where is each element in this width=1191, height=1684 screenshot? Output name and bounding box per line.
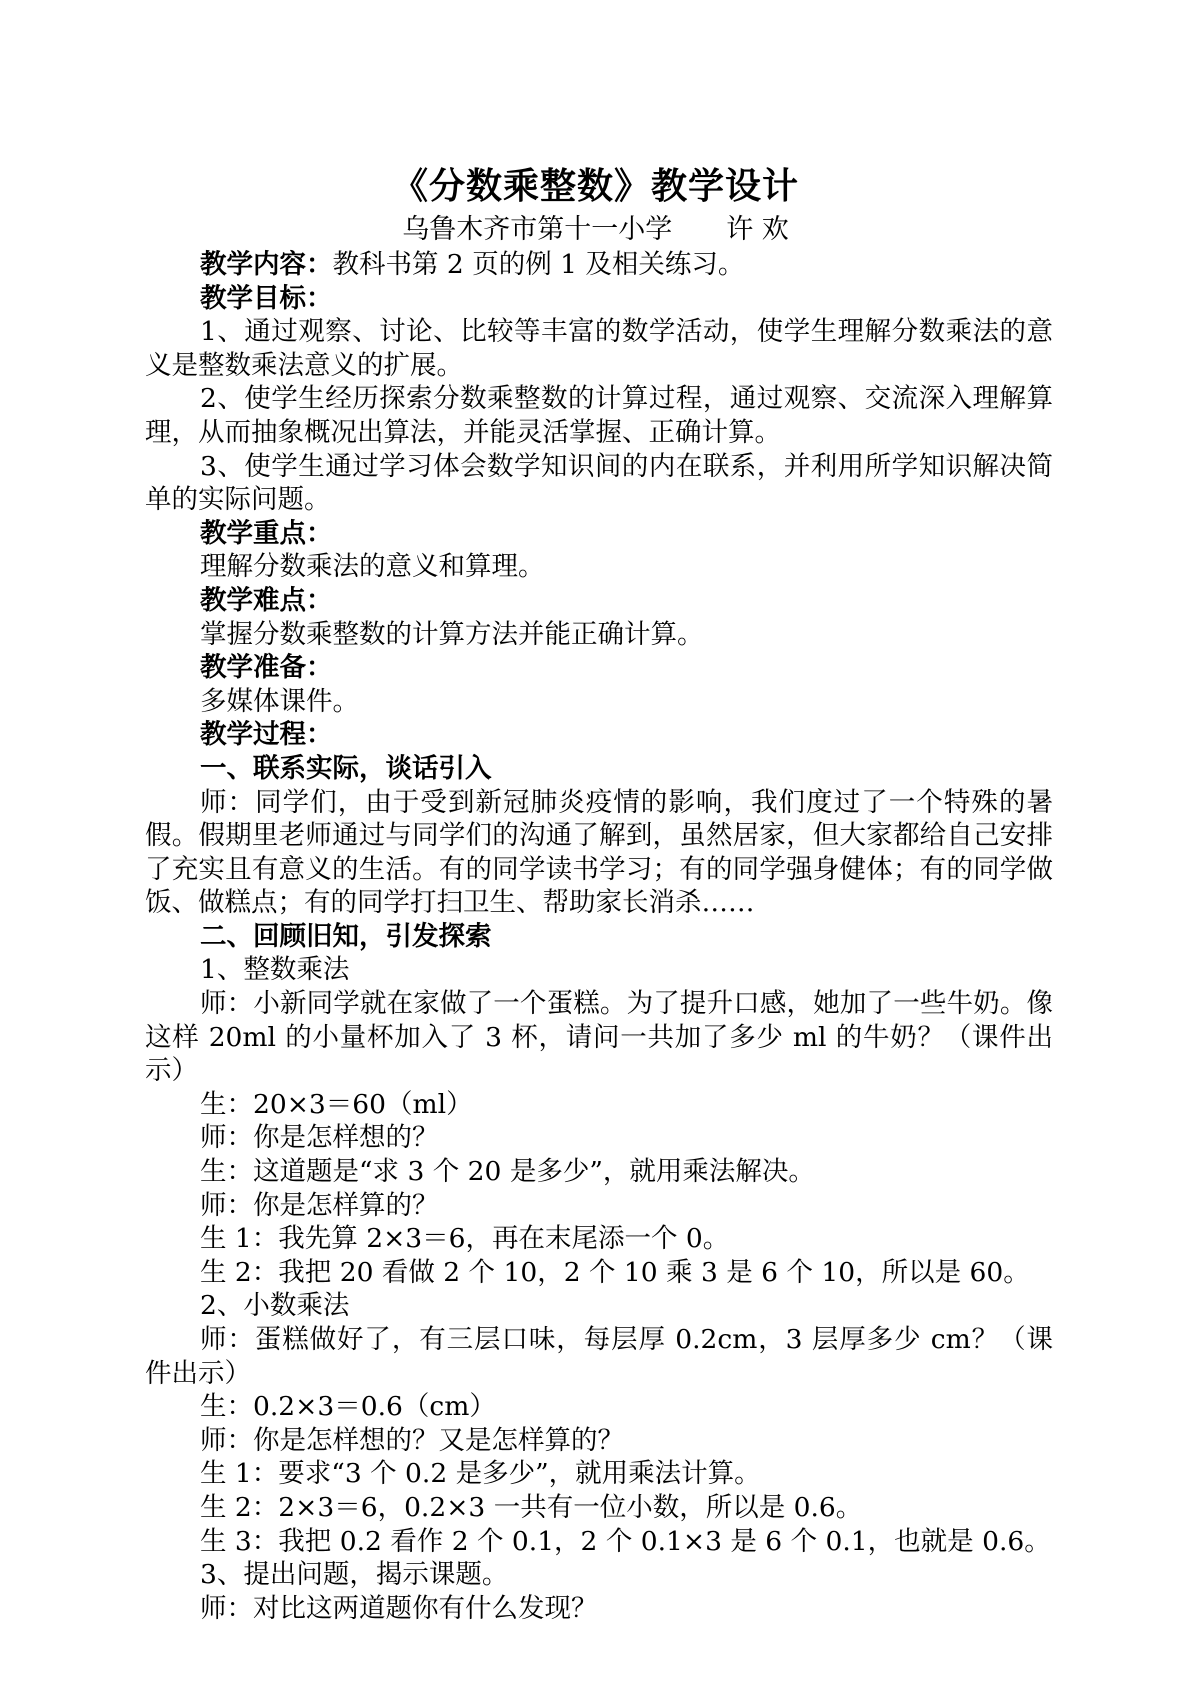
section-2-line: 生：0.2×3＝0.6（cm）	[200, 1391, 496, 1423]
section-2-line: 生 2：我把 20 看做 2 个 10，2 个 10 乘 3 是 6 个 10，所以是 60。	[200, 1256, 1030, 1288]
section-2-heading: 二、回顾旧知，引发探索	[200, 920, 492, 952]
goal-item: 1、通过观察、讨论、比较等丰富的数学活动，使学生理解分数乘法的意义是整数乘法意义的扩展。	[145, 316, 1053, 381]
section-2-line: 3、提出问题，揭示课题。	[200, 1559, 509, 1591]
section-2-line: 师：蛋糕做好了，有三层口味，每层厚 0.2cm，3 层厚多少 cm？（课件出示）	[145, 1324, 1053, 1389]
section-2-line: 师：你是怎样想的？	[200, 1122, 439, 1154]
process-label: 教学过程：	[200, 719, 333, 751]
key-text: 理解分数乘法的意义和算理。	[200, 551, 545, 583]
goals-label: 教学目标：	[200, 282, 333, 314]
difficulty-text: 掌握分数乘整数的计算方法并能正确计算。	[200, 618, 704, 650]
section-2-line: 师：对比这两道题你有什么发现？	[200, 1592, 598, 1624]
section-2-line: 生 1：要求“3 个 0.2 是多少”，就用乘法计算。	[200, 1458, 761, 1490]
section-2-line: 生 2：2×3＝6，0.2×3 一共有一位小数，所以是 0.6。	[200, 1491, 863, 1523]
author-name: 许 欢	[726, 214, 789, 245]
document-body	[145, 248, 1053, 1625]
section-2-line: 生 3：我把 0.2 看作 2 个 0.1，2 个 0.1×3 是 6 个 0.1，也就是 0.6。	[200, 1525, 1051, 1557]
section-2-line: 1、整数乘法	[200, 954, 350, 986]
goal-item: 2、使学生经历探索分数乘整数的计算过程，通过观察、交流深入理解算理，从而抽象概况出算法，并能灵活掌握、正确计算。	[145, 383, 1053, 448]
prep-label: 教学准备：	[200, 652, 333, 684]
content-paragraph	[145, 248, 1053, 282]
difficulty-label: 教学难点：	[200, 584, 333, 616]
goal-item: 3、使学生通过学习体会数学知识间的内在联系，并利用所学知识解决简单的实际问题。	[145, 450, 1053, 516]
author-line	[0, 213, 1191, 247]
content-label: 教学内容：	[200, 249, 333, 280]
section-2-line: 师：你是怎样算的？	[200, 1189, 439, 1221]
section-2-line: 2、小数乘法	[200, 1290, 350, 1322]
prep-text: 多媒体课件。	[200, 685, 359, 717]
section-2-line: 生：20×3＝60（ml）	[200, 1088, 473, 1120]
key-label: 教学重点：	[200, 517, 333, 549]
section-2-line: 师：你是怎样想的？又是怎样算的？	[200, 1424, 624, 1456]
section-2-line: 生 1：我先算 2×3＝6，再在末尾添一个 0。	[200, 1223, 730, 1255]
section-1-text: 师：同学们，由于受到新冠肺炎疫情的影响，我们度过了一个特殊的暑假。假期里老师通过与同学们的沟通了解到，虽然居家，但大家都给自己安排了充实且有意义的生活。有的同学读书学习；有的同学强身健体；有的同学做饭、做糕点；有的同学打扫卫生、帮助家长消杀……	[145, 786, 1053, 919]
section-2-line: 师：小新同学就在家做了一个蛋糕。为了提升口感，她加了一些牛奶。像这样 20ml 的小量杯加入了 3 杯，请问一共加了多少 ml 的牛奶？（课件出示）	[145, 988, 1053, 1087]
document-title: 《分数乘整数》教学设计	[391, 165, 799, 207]
author-school: 乌鲁木齐市第十一小学	[402, 214, 673, 245]
section-2-line: 生：这道题是“求 3 个 20 是多少”，就用乘法解决。	[200, 1156, 815, 1188]
section-1-heading: 一、联系实际，谈话引入	[200, 752, 492, 784]
content-text: 教科书第 2 页的例 1 及相关练习。	[332, 249, 745, 280]
